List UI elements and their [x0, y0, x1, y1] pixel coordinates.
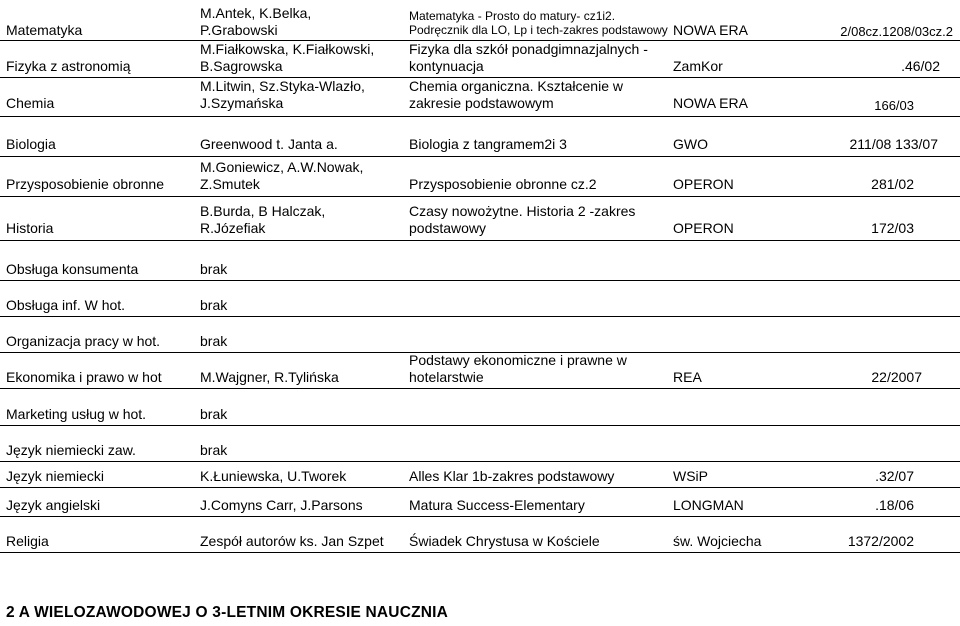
approval-number-cell: .32/07 — [875, 468, 914, 484]
subject-cell: Fizyka z astronomią — [6, 58, 131, 74]
subject-cell: Matematyka — [6, 22, 83, 38]
publisher-cell: NOWA ERA — [673, 22, 748, 38]
row-separator — [0, 240, 960, 241]
authors-cell: B.Burda, B Halczak, — [200, 203, 326, 219]
class-section-title: 2 A WIELOZAWODOWEJ O 3-LETNIM OKRESIE NAUCZNIA — [6, 604, 449, 621]
authors-cell: brak — [200, 442, 228, 458]
title-cell: Matematyka - Prosto do matury- cz1i2. — [409, 9, 616, 23]
subject-cell: Historia — [6, 220, 54, 236]
authors-cell: M.Litwin, Sz.Styka-Wlazło, — [200, 78, 365, 94]
subject-cell: Obsługa inf. W hot. — [6, 297, 126, 313]
publisher-cell: OPERON — [673, 176, 734, 192]
publisher-cell: WSiP — [673, 468, 708, 484]
title-cell: Czasy nowożytne. Historia 2 -zakres — [409, 203, 636, 219]
publisher-cell: LONGMAN — [673, 497, 744, 513]
authors-cell: M.Antek, K.Belka, — [200, 5, 312, 21]
row-separator — [0, 487, 960, 488]
authors-cell: M.Fiałkowska, K.Fiałkowski, — [200, 41, 375, 57]
subject-cell: Ekonomika i prawo w hot — [6, 369, 162, 385]
approval-number-cell: 211/08 133/07 — [849, 136, 938, 152]
row-separator — [0, 196, 960, 197]
publisher-cell: św. Wojciecha — [673, 533, 762, 549]
subject-cell: Język niemiecki — [6, 468, 105, 484]
authors-cell: brak — [200, 297, 228, 313]
authors-cell: brak — [200, 406, 228, 422]
publisher-cell: ZamKor — [673, 58, 723, 74]
authors-cell: R.Józefiak — [200, 220, 266, 236]
row-separator — [0, 516, 960, 517]
title-cell: hotelarstwie — [409, 369, 484, 385]
authors-cell: brak — [200, 333, 228, 349]
approval-number-cell: .18/06 — [875, 497, 914, 513]
title-cell: Alles Klar 1b-zakres podstawowy — [409, 468, 615, 484]
title-cell: Podstawy ekonomiczne i prawne w — [409, 352, 627, 368]
title-cell: Fizyka dla szkół ponadgimnazjalnych - — [409, 41, 648, 57]
approval-number-cell: 2/08cz.1208/03cz.2 — [840, 24, 953, 39]
title-cell: zakresie podstawowym — [409, 95, 554, 111]
title-cell: Podręcznik dla LO, Lp i tech-zakres podstawowy — [409, 23, 668, 37]
subject-cell: Język angielski — [6, 497, 101, 513]
row-separator — [0, 425, 960, 426]
title-cell: Biologia z tangramem2i 3 — [409, 136, 567, 152]
title-cell: Matura Success-Elementary — [409, 497, 585, 513]
subject-cell: Chemia — [6, 95, 55, 111]
subject-cell: Marketing usług w hot. — [6, 406, 147, 422]
authors-cell: M.Wajgner, R.Tylińska — [200, 369, 339, 385]
row-separator — [0, 461, 960, 462]
subject-cell: Język niemiecki zaw. — [6, 442, 136, 458]
authors-cell: J.Szymańska — [200, 95, 284, 111]
title-cell: Świadek Chrystusa w Kościele — [409, 533, 600, 549]
title-cell: Chemia organiczna. Kształcenie w — [409, 78, 623, 94]
authors-cell: Greenwood t. Janta a. — [200, 136, 338, 152]
authors-cell: P.Grabowski — [200, 22, 278, 38]
subject-cell: Organizacja pracy w hot. — [6, 333, 161, 349]
approval-number-cell: 281/02 — [871, 176, 914, 192]
authors-cell: Zespół autorów ks. Jan Szpet — [200, 533, 384, 549]
row-separator — [0, 156, 960, 157]
authors-cell: B.Sagrowska — [200, 58, 283, 74]
publisher-cell: NOWA ERA — [673, 95, 748, 111]
title-cell: kontynuacja — [409, 58, 484, 74]
row-separator — [0, 280, 960, 281]
authors-cell: K.Łuniewska, U.Tworek — [200, 468, 347, 484]
authors-cell: Z.Smutek — [200, 176, 260, 192]
subject-cell: Przysposobienie obronne — [6, 176, 164, 192]
row-separator — [0, 388, 960, 389]
title-cell: podstawowy — [409, 220, 487, 236]
row-separator — [0, 316, 960, 317]
approval-number-cell: 1372/2002 — [847, 533, 914, 549]
row-separator — [0, 552, 960, 553]
authors-cell: J.Comyns Carr, J.Parsons — [200, 497, 363, 513]
title-cell: Przysposobienie obronne cz.2 — [409, 176, 597, 192]
publisher-cell: OPERON — [673, 220, 734, 236]
publisher-cell: REA — [673, 369, 702, 385]
row-separator — [0, 116, 960, 117]
approval-number-cell: .46/02 — [901, 58, 940, 74]
approval-number-cell: 172/03 — [871, 220, 914, 236]
subject-cell: Biologia — [6, 136, 56, 152]
authors-cell: brak — [200, 261, 228, 277]
subject-cell: Obsługa konsumenta — [6, 261, 139, 277]
approval-number-cell: 166/03 — [874, 98, 914, 113]
approval-number-cell: 22/2007 — [871, 369, 922, 385]
subject-cell: Religia — [6, 533, 49, 549]
authors-cell: M.Goniewicz, A.W.Nowak, — [200, 159, 364, 175]
publisher-cell: GWO — [673, 136, 708, 152]
